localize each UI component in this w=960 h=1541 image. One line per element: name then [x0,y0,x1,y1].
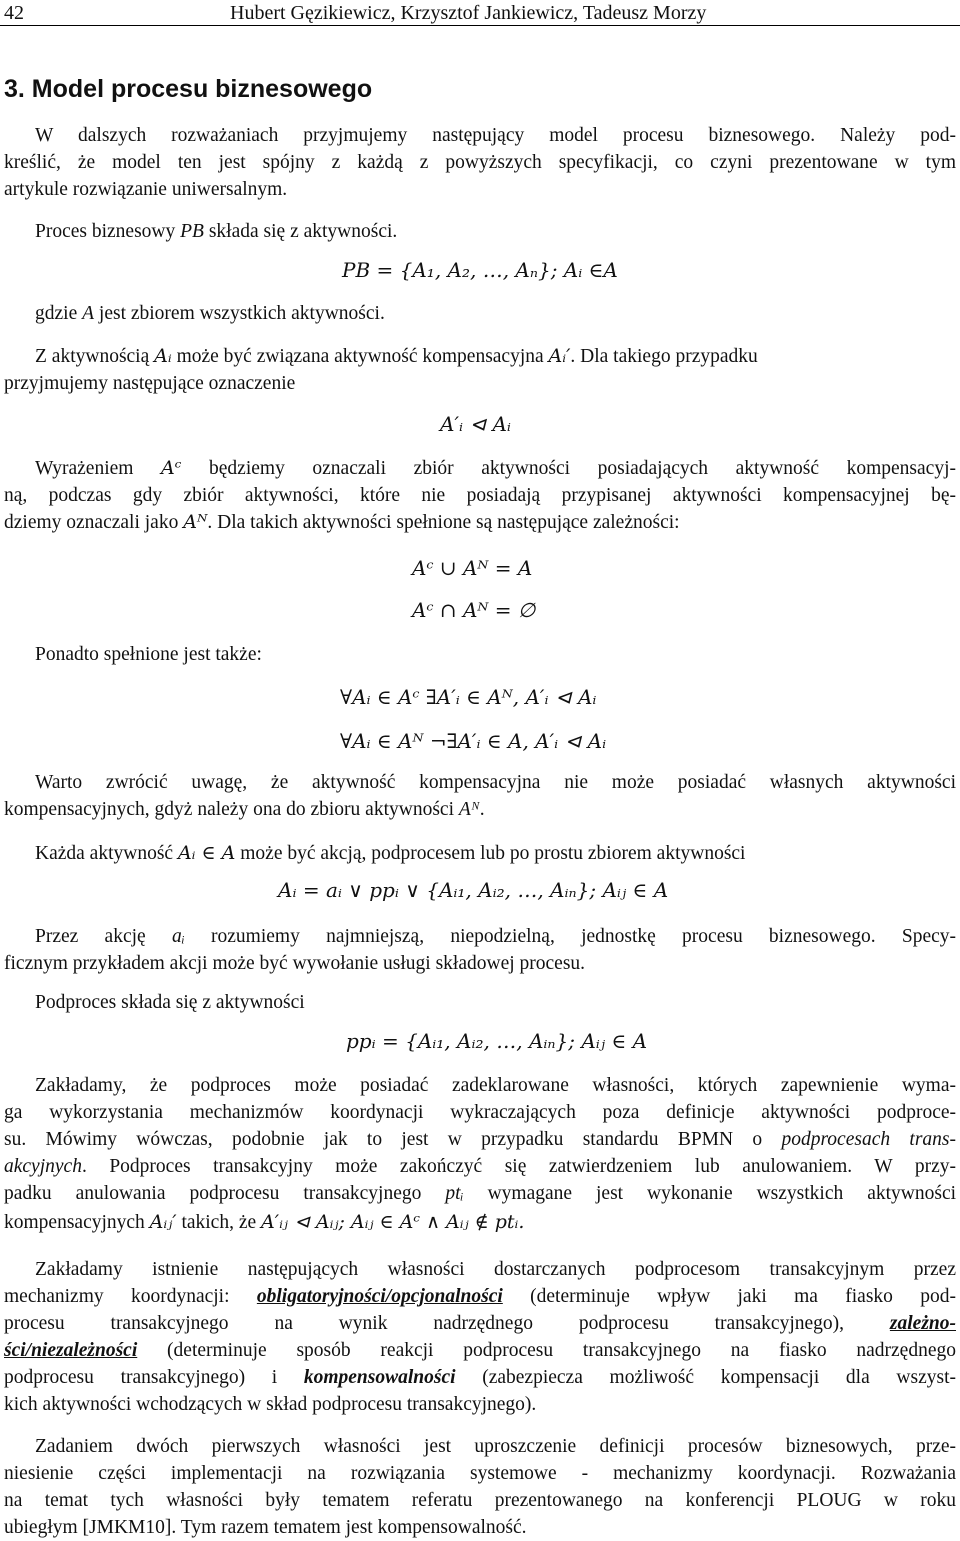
text-line: kreślić, że model ten jest spójny z każdą z powyższych specyfikacji, co czyni prezentowane w tym [4,152,956,173]
text-run: . Dla takich aktywności spełnione są następujące zależności: [207,512,680,533]
emphasis: kompensowalności [303,1367,456,1388]
formula-compensation: A′ᵢ ⊲ Aᵢ [440,412,511,436]
formula-pb: PB = {A₁, A₂, …, Aₙ}; Aᵢ ∈A [342,258,618,282]
header-authors: Hubert Gęzikiewicz, Krzysztof Jankiewicz, Tadeusz Morzy [230,2,707,24]
text-line: Zakładamy istnienie następujących własności dostarczanych podprocesom transakcyjnym przez [35,1259,956,1280]
text-line: przyjmujemy następujące oznaczenie [4,373,296,394]
paragraph-6: Ponadto spełnione jest także: [35,644,262,665]
text-run: kompensacyjnych, gdyż należy ona do zbioru aktywności [4,799,459,820]
paragraph-13 [4,1433,956,1541]
text-line [4,1337,956,1364]
text-run: może być związana aktywność kompensacyjna [171,346,549,367]
text-line [4,509,956,536]
text-run: procesu transakcyjnego na wynik nadrzędnego podprocesu transakcyjnego), [4,1313,890,1334]
text-line [4,1153,956,1180]
running-header [0,0,960,28]
section-title: 3. Model procesu biznesowego [4,75,373,103]
emphasis-underlined: zależno- [889,1313,956,1334]
math-inline: Aᵢⱼ′ [149,1211,177,1233]
emphasis-underlined: ści/niezależności [4,1340,138,1361]
text-line: Warto zwrócić uwagę, że aktywność kompensacyjna nie może posiadać własnych aktywności [35,772,956,793]
text-run: podprocesu transakcyjnego) i [4,1367,304,1388]
text-run: . Podproces transakcyjny może zakończyć się zatwierdzeniem lub anulowaniem. W przy- [81,1156,956,1177]
text-line: niesienie części implementacji na rozwiązania systemowe - mechanizmy koordynacji. Rozważania [4,1463,956,1484]
math-symbol: ptᵢ [445,1183,464,1204]
page-number: 42 [4,2,24,24]
emphasis: podprocesach trans- [781,1129,956,1150]
text-run: Każda aktywność [35,843,178,864]
paragraph-12 [4,1256,956,1418]
formula-intersection: Aᶜ ∩ Aᴺ = ∅ [412,598,536,622]
paragraph-5 [4,455,956,536]
text-run: . Dla takiego przypadku [570,346,758,367]
text-run: jest zbiorem wszystkich aktywności. [94,303,385,324]
paragraph-9 [4,923,956,977]
emphasis-underlined: obligatoryjności/opcjonalności [256,1286,503,1307]
math-inline: Aᵢ′ [548,345,571,367]
text-line [4,455,956,482]
text-run: może być akcją, podprocesem lub po prostu zbiorem aktywności [235,843,746,864]
formula-subprocess-def: ppᵢ = {Aᵢ₁, Aᵢ₂, …, Aᵢₙ}; Aᵢⱼ ∈ A [346,1029,648,1053]
paragraph-1 [4,122,956,203]
text-line: artykule rozwiązanie uniwersalnym. [4,179,288,200]
text-run: wymagane jest wykonanie wszystkich aktywności [463,1183,957,1204]
text-run: (zabezpiecza możliwość kompensacji dla wszyst- [455,1367,956,1388]
text-run: (determinuje wpływ jaki ma fiasko pod- [502,1286,956,1307]
paragraph-8 [35,840,745,867]
text-run: Z aktywnością [35,346,155,367]
text-line: ga wykorzystania mechanizmów koordynacji wykraczających poza definicje aktywności podproce- [4,1102,956,1123]
formula-activity-def: Aᵢ = aᵢ ∨ ppᵢ ∨ {Aᵢ₁, Aᵢ₂, …, Aᵢₙ}; Aᵢⱼ ∈ A [278,878,669,902]
math-symbol: A [82,303,95,324]
text-line [4,1126,956,1153]
header-rule [0,25,960,26]
paragraph-4 [35,343,956,370]
text-run: Proces biznesowy [35,221,181,242]
text-line [4,796,956,823]
text-run: takich, że [176,1212,262,1233]
math-symbol: Aᴺ [458,799,480,820]
emphasis: akcyjnych [4,1156,82,1177]
math-symbol: PB [180,221,204,242]
text-run: (determinuje sposób reakcji podprocesu transakcyjnego na fiasko nadrzędnego [137,1340,956,1361]
text-run: su. Mówimy wówczas, podobnie jak to jest w przypadku standardu BPMN o [4,1129,782,1150]
text-line: ficznym przykładem akcji może być wywołanie usługi składowej procesu. [4,953,586,974]
text-run: składa się z aktywności. [203,221,398,242]
text-run: Przez akcję [35,926,172,947]
text-run: dziemy oznaczali jako [4,512,184,533]
text-line: ubiegłym [JMKM10]. Tym razem tematem jest kompensowalność. [4,1517,527,1538]
text-run: padku anulowania podprocesu transakcyjnego [4,1183,446,1204]
math-inline: A′ᵢⱼ ⊲ Aᵢⱼ; Aᵢⱼ ∈ Aᶜ ∧ Aᵢⱼ ∉ ptᵢ. [261,1211,525,1233]
text-line [4,1283,956,1310]
math-symbol: aᵢ [171,926,185,947]
text-line: Zakładamy, że podproces może posiadać zadeklarowane własności, których zapewnienie wyma- [35,1075,956,1096]
formula-forall-c: ∀Aᵢ ∈ Aᶜ ∃A′ᵢ ∈ Aᴺ, A′ᵢ ⊲ Aᵢ [340,685,597,709]
math-inline: Aᵢ [154,345,172,367]
paragraph-11 [4,1072,956,1238]
text-line: W dalszych rozważaniach przyjmujemy następujący model procesu biznesowego. Należy pod- [35,125,956,146]
paragraph-3 [35,300,385,327]
text-run: będziemy oznaczali zbiór aktywności posiadających aktywność kompensacyj- [181,458,956,479]
text-run: mechanizmy koordynacji: [4,1286,257,1307]
math-inline: Aᴺ [183,511,208,533]
paragraph-10: Podproces składa się z aktywności [35,992,305,1013]
math-inline: Aᵢ ∈ A [177,842,236,864]
text-line: kich aktywności wchodzących w skład podprocesu transakcyjnego). [4,1394,537,1415]
formula-forall-n: ∀Aᵢ ∈ Aᴺ ¬∃A′ᵢ ∈ A, A′ᵢ ⊲ Aᵢ [340,729,607,753]
text-run: Wyrażeniem [35,458,162,479]
text-line [4,923,956,950]
text-line [4,1207,956,1238]
text-line: ną, podczas gdy zbiór aktywności, które nie posiadają przypisanej aktywności kompensacyjnej bę- [4,485,956,506]
math-inline: Aᶜ [161,457,182,479]
text-run: kompensacyjnych [4,1212,150,1233]
paragraph-2 [35,218,397,245]
text-line [4,1180,956,1207]
text-run: . [479,799,485,820]
paragraph-7 [4,769,956,823]
text-line: Zadaniem dwóch pierwszych własności jest uproszczenie definicji procesów biznesowych, prze- [35,1436,956,1457]
text-run: gdzie [35,303,83,324]
text-line [4,1364,956,1391]
text-run: rozumiemy najmniejszą, niepodzielną, jednostkę procesu biznesowego. Specy- [184,926,957,947]
text-line [4,1310,956,1337]
text-line: na temat tych własności były tematem referatu prezentowanego na konferencji PLOUG w roku [4,1490,956,1511]
formula-union: Aᶜ ∪ Aᴺ = A [412,556,533,580]
